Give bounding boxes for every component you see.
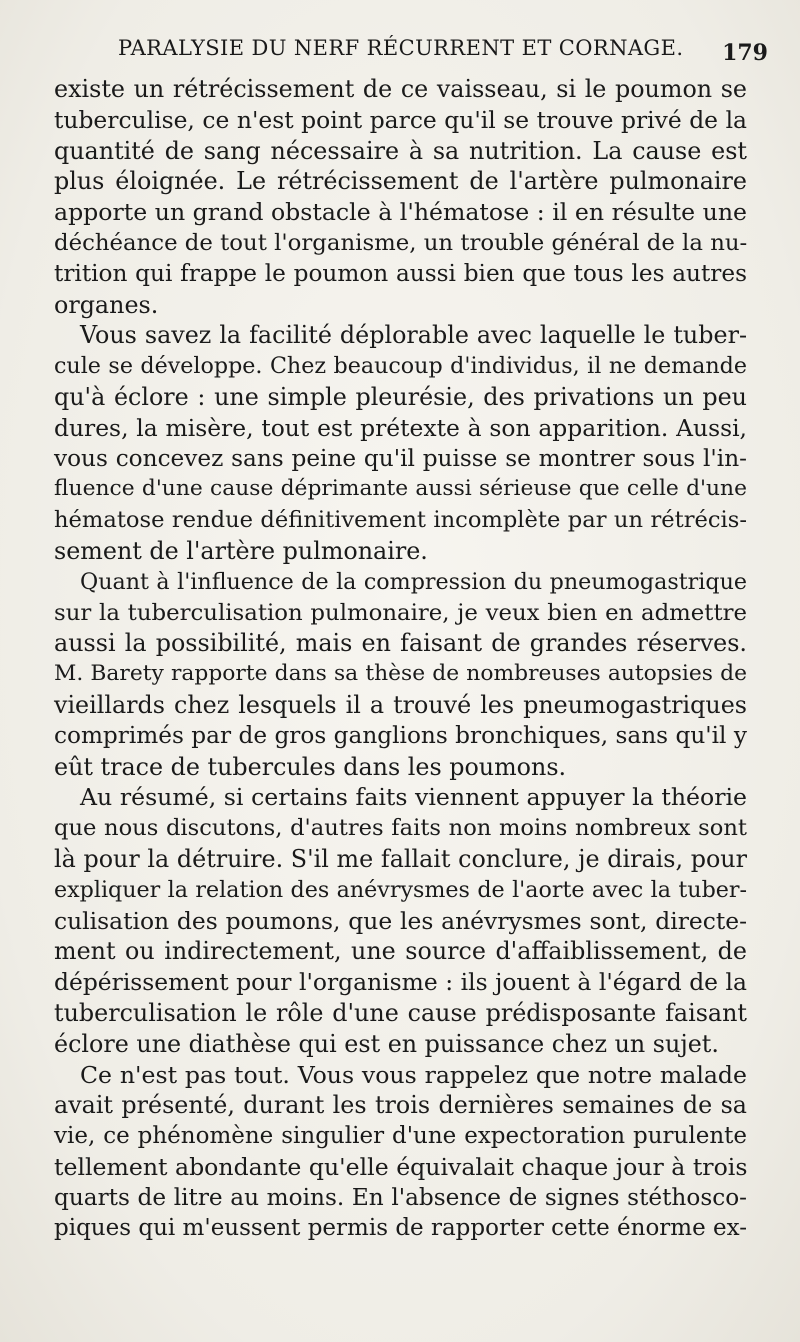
paragraph-end-line: sement de l'artère pulmonaire.: [54, 536, 428, 565]
body-text: [54, 74, 747, 1244]
text-line: existe un rétrécissement de ce vaisseau, si le poumon se: [54, 75, 747, 103]
text-line: ment ou indirectement, une source d'affaiblissement, de: [54, 937, 747, 966]
text-line: culisation des poumons, que les anévrysmes sont, directe-: [54, 906, 747, 935]
paragraph-start-line: Quant à l'influence de la compression du pneumogastrique: [80, 568, 747, 595]
text-line: apporte un grand obstacle à l'hématose : il en résulte une: [54, 198, 747, 227]
paragraph-start-line: Ce n'est pas tout. Vous vous rappelez que notre malade: [80, 1060, 747, 1089]
text-line: avait présenté, durant les trois dernières semaines de sa: [54, 1091, 747, 1120]
text-line: déchéance de tout l'organisme, un trouble général de la nu-: [54, 229, 748, 256]
page-header: [118, 28, 768, 68]
text-line: tellement abondante qu'elle équivalait chaque jour à trois: [54, 1152, 748, 1181]
text-line: fluence d'une cause déprimante aussi sérieuse que celle d'une: [54, 476, 747, 502]
text-line: comprimés par de gros ganglions bronchiques, sans qu'il y: [54, 721, 747, 749]
text-line: hématose rendue définitivement incomplète par un rétrécis-: [54, 507, 747, 534]
paragraph-end-line: organes.: [54, 290, 159, 319]
paragraph-end-line: éclore une diathèse qui est en puissance chez un sujet.: [54, 1029, 719, 1058]
text-line: que nous discutons, d'autres faits non moins nombreux sont: [54, 815, 747, 842]
text-line: M. Barety rapporte dans sa thèse de nombreuses autopsies de: [54, 661, 747, 687]
text-line: qu'à éclore : une simple pleurésie, des privations un peu: [54, 382, 747, 411]
paragraph-start-line: Au résumé, si certains faits viennent appuyer la théorie: [80, 783, 747, 812]
page-number: 179: [722, 40, 768, 66]
text-line: trition qui frappe le poumon aussi bien que tous les autres: [54, 259, 747, 287]
text-line: vieillards chez lesquels il a trouvé les pneumogastriques: [54, 690, 747, 719]
paragraph-start-line: Vous savez la facilité déplorable avec laquelle le tuber-: [80, 321, 747, 350]
running-head: PARALYSIE DU NERF RÉCURRENT ET CORNAGE.: [118, 36, 684, 60]
text-line: piques qui m'eussent permis de rapporter cette énorme ex-: [54, 1215, 747, 1242]
text-line: quarts de litre au moins. En l'absence de signes stéthosco-: [54, 1183, 747, 1211]
text-line: tuberculisation le rôle d'une cause prédisposante faisant: [54, 998, 747, 1027]
text-line: vous concevez sans peine qu'il puisse se montrer sous l'in-: [54, 444, 747, 472]
paragraph-end-line: eût trace de tubercules dans les poumons.: [54, 752, 567, 781]
text-line: expliquer la relation des anévrysmes de l'aorte avec la tuber-: [54, 876, 747, 903]
text-line: dépérissement pour l'organisme : ils jouent à l'égard de la: [54, 968, 747, 997]
text-line: tuberculise, ce n'est point parce qu'il se trouve privé de la: [54, 105, 747, 134]
text-line: plus éloignée. Le rétrécissement de l'artère pulmonaire: [54, 167, 747, 196]
text-line: aussi la possibilité, mais en faisant de grandes réserves.: [54, 629, 747, 658]
text-line: vie, ce phénomène singulier d'une expectoration purulente: [54, 1123, 747, 1150]
text-line: quantité de sang nécessaire à sa nutrition. La cause est: [54, 136, 747, 165]
text-line: dures, la misère, tout est prétexte à son apparition. Aussi,: [54, 413, 747, 442]
text-line: cule se développe. Chez beaucoup d'individus, il ne demande: [54, 353, 747, 380]
text-line: sur la tuberculisation pulmonaire, je veux bien en admettre: [54, 599, 747, 626]
text-line: là pour la détruire. S'il me fallait conclure, je dirais, pour: [54, 844, 747, 873]
